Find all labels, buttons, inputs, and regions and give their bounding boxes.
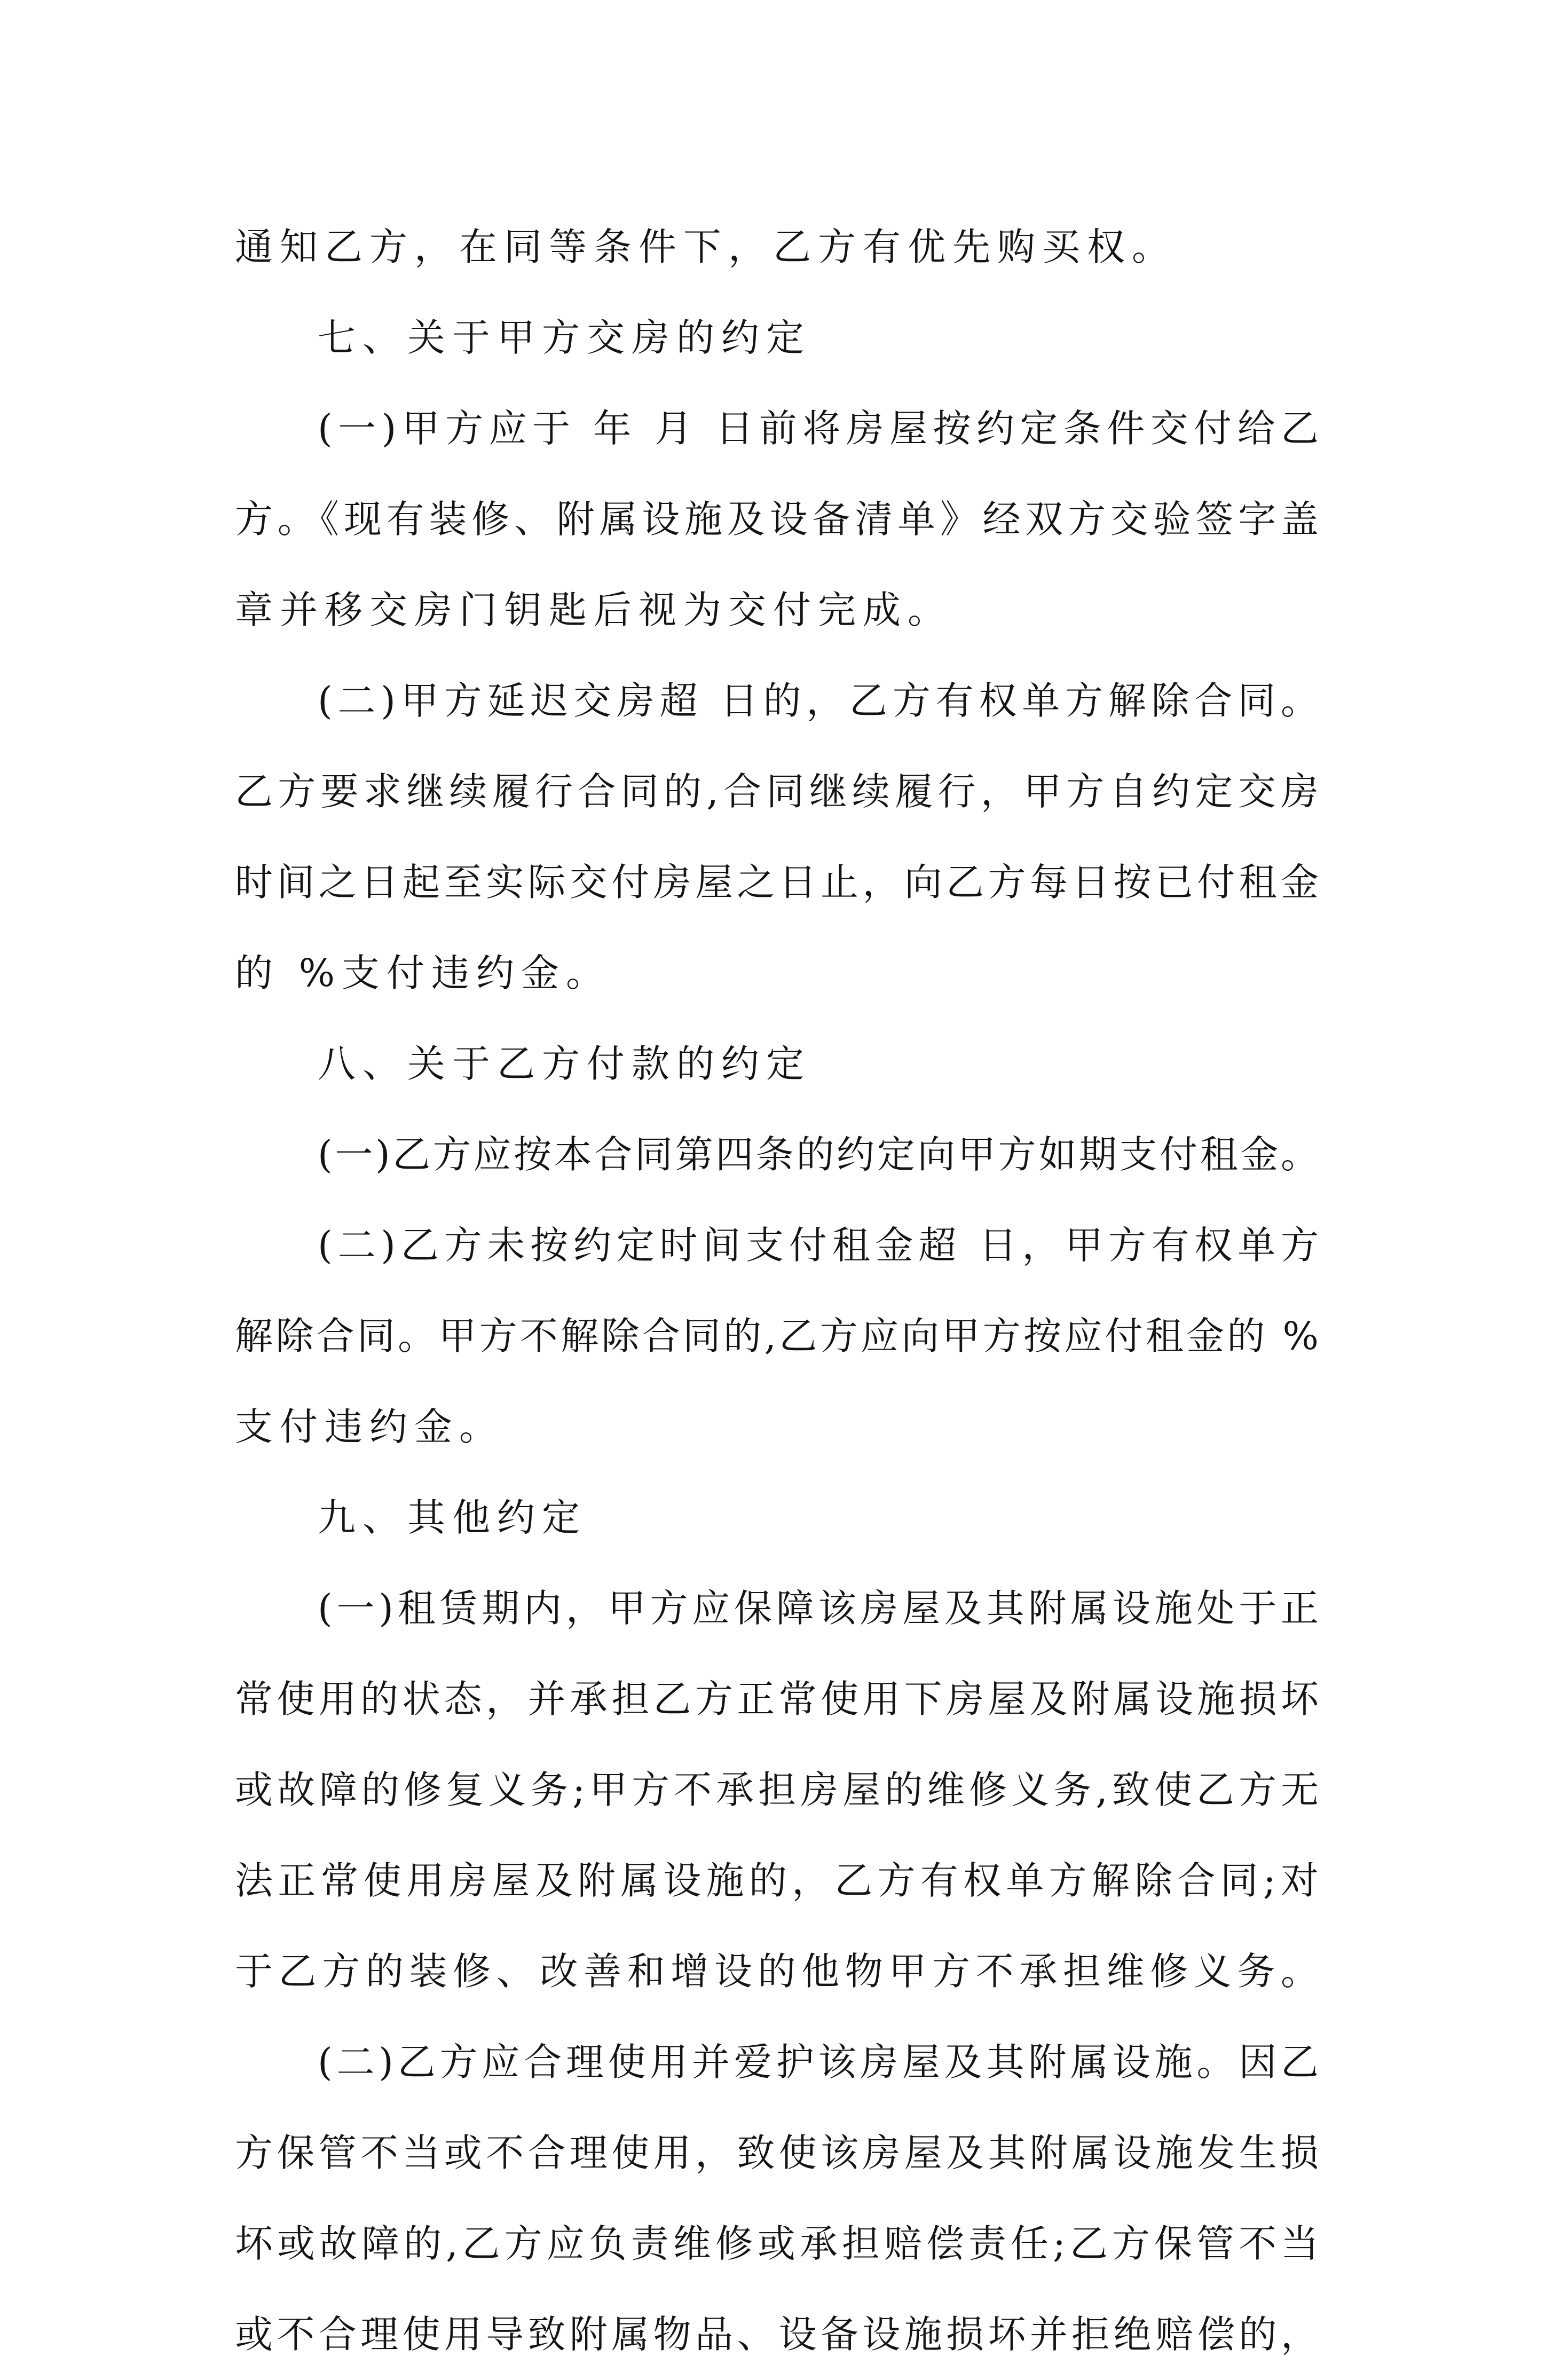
document-body	[235, 202, 1319, 2380]
paragraph-line: 通知乙方，在同等条件下，乙方有优先购买权。	[235, 225, 1177, 269]
paragraph-line: 方。《现有装修、附属设施及设备清单》经双方交验签字盖	[235, 497, 1319, 541]
paragraph-line: (二)乙方应合理使用并爱护该房屋及其附属设施。因乙	[318, 2040, 1319, 2084]
paragraph-line: 法正常使用房屋及附属设施的，乙方有权单方解除合同;对	[235, 1858, 1319, 1903]
paragraph-line: 解除合同。甲方不解除合同的,乙方应向甲方按应付租金的 %	[235, 1314, 1319, 1358]
paragraph-line: 常使用的状态，并承担乙方正常使用下房屋及附属设施损坏	[235, 1677, 1319, 1721]
paragraph-line: 或不合理使用导致附属物品、设备设施损坏并拒绝赔偿的，	[235, 2312, 1319, 2357]
paragraph-line: 坏或故障的,乙方应负责维修或承担赔偿责任;乙方保管不当	[235, 2221, 1319, 2266]
paragraph-line: (二)乙方未按约定时间支付租金超 日，甲方有权单方	[318, 1223, 1319, 1267]
paragraph-line: 时间之日起至实际交付房屋之日止，向乙方每日按已付租金	[235, 860, 1319, 904]
paragraph-line: (一)乙方应按本合同第四条的约定向甲方如期支付租金。	[318, 1132, 1319, 1177]
paragraph-line: (一)甲方应于 年 月 日前将房屋按约定条件交付给乙	[318, 406, 1319, 451]
paragraph-line: 乙方要求继续履行合同的,合同继续履行，甲方自约定交房	[235, 769, 1319, 814]
section-heading: 七、关于甲方交房的约定	[318, 316, 811, 360]
paragraph-line: 支付违约金。	[235, 1405, 505, 1449]
paragraph-line: (一)租赁期内，甲方应保障该房屋及其附属设施处于正	[318, 1586, 1319, 1630]
paragraph-line: 的 %支付违约金。	[235, 951, 611, 995]
paragraph-line: (二)甲方延迟交房超 日的，乙方有权单方解除合同。	[318, 679, 1319, 723]
section-heading: 八、关于乙方付款的约定	[318, 1042, 811, 1086]
paragraph-line: 或故障的修复义务;甲方不承担房屋的维修义务,致使乙方无	[235, 1768, 1319, 1812]
paragraph-line: 章并移交房门钥匙后视为交付完成。	[235, 588, 953, 632]
paragraph-line: 于乙方的装修、改善和增设的他物甲方不承担维修义务。	[235, 1949, 1319, 1993]
section-heading: 九、其他约定	[318, 1495, 587, 1540]
paragraph-line: 方保管不当或不合理使用，致使该房屋及其附属设施发生损	[235, 2131, 1319, 2175]
